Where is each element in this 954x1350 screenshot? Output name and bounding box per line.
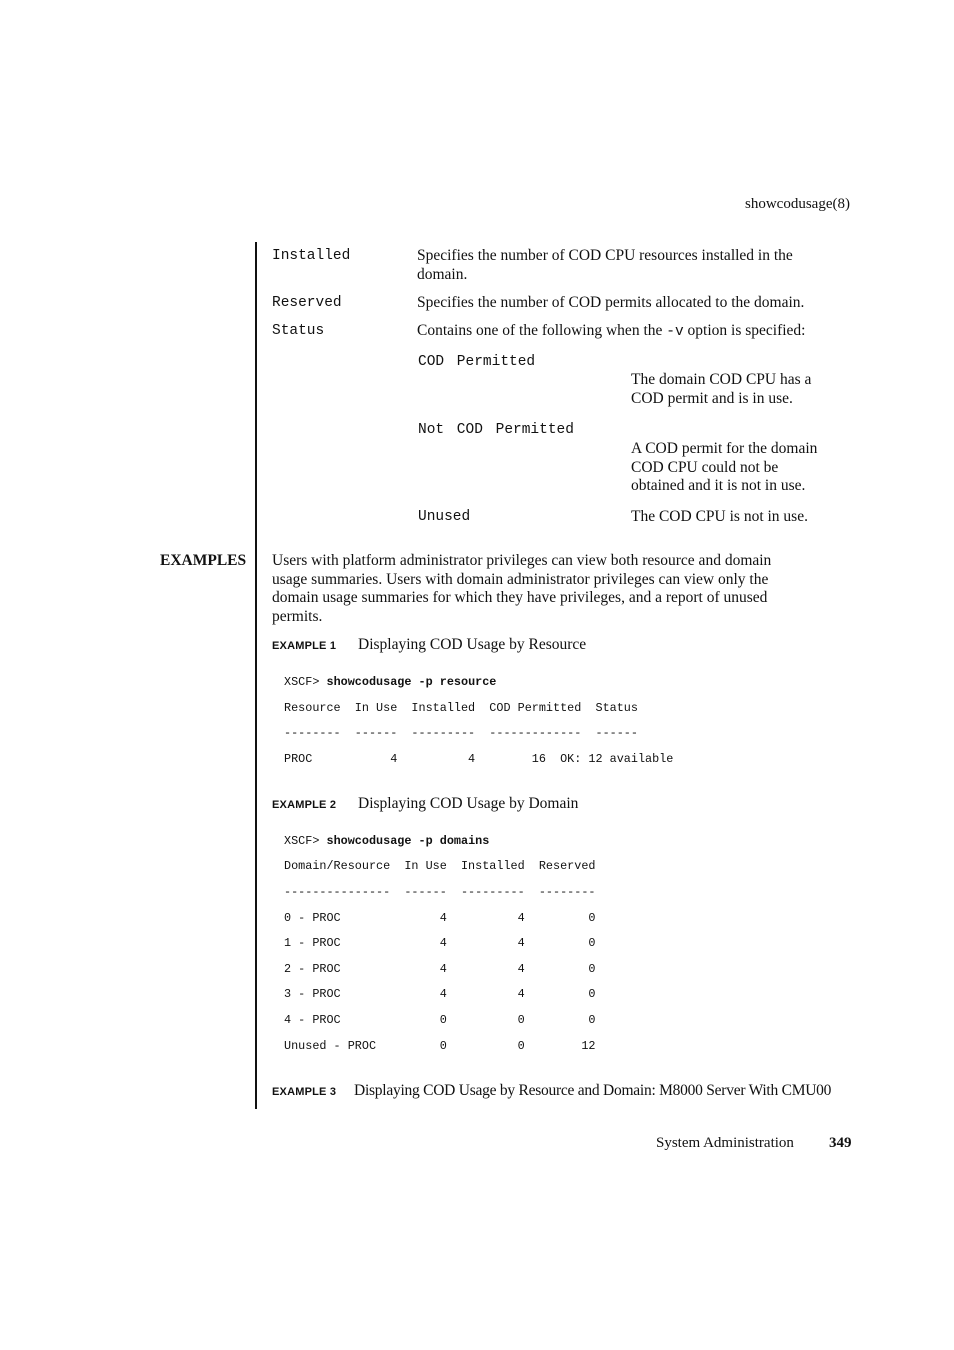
section-heading-examples: EXAMPLES [160, 552, 247, 569]
status-term-not-cod-permitted: Not COD Permitted [418, 422, 574, 438]
intro-line: permits. [272, 607, 323, 625]
footer-book-title: System Administration [656, 1135, 794, 1151]
command: showcodusage -p domains [326, 834, 490, 848]
status-desc-line: COD permit and is in use. [631, 389, 793, 407]
example3-title: Displaying COD Usage by Resource and Domain: M8000 Server With CMU00 [354, 1082, 832, 1099]
example2-command-line [284, 834, 489, 848]
desc-status [417, 322, 805, 342]
desc-installed [417, 247, 793, 284]
status-term-cod-permitted: COD Permitted [418, 354, 536, 370]
example2-label: EXAMPLE 2 [272, 799, 337, 811]
prompt: XSCF> [284, 675, 327, 689]
example2-output-line: 4 - PROC 0 0 0 [284, 1013, 596, 1027]
option-code: -v [666, 324, 684, 340]
status-desc-line: COD CPU could not be [631, 458, 779, 476]
term-installed: Installed [272, 248, 351, 264]
desc-status-prefix: Contains one of the following when the [417, 322, 667, 339]
example2-output-line: 0 - PROC 4 4 0 [284, 911, 596, 925]
examples-intro [272, 552, 862, 626]
section-rule [255, 242, 257, 1109]
desc-installed-line: Specifies the number of COD CPU resources installed in the [417, 247, 793, 264]
status-desc-not-cod-permitted [631, 440, 817, 496]
example1-output-line: Resource In Use Installed COD Permitted Status [284, 701, 638, 715]
intro-line: Users with platform administrator privileges can view both resource and domain [272, 552, 772, 569]
status-desc-line: A COD permit for the domain [631, 440, 818, 457]
example3-label: EXAMPLE 3 [272, 1086, 337, 1098]
example2-title: Displaying COD Usage by Domain [358, 795, 579, 812]
command: showcodusage -p resource [326, 675, 497, 689]
example2-output-line: Domain/Resource In Use Installed Reserved [284, 859, 596, 873]
status-desc-unused: The COD CPU is not in use. [631, 508, 808, 525]
desc-status-suffix: option is specified: [683, 322, 806, 339]
page-number: 349 [829, 1135, 852, 1151]
prompt: XSCF> [284, 834, 327, 848]
term-reserved: Reserved [272, 295, 342, 311]
example2-output-line: --------------- ------ --------- -------- [284, 885, 596, 899]
example2-output-line: 3 - PROC 4 4 0 [284, 987, 596, 1001]
status-desc-cod-permitted [631, 371, 811, 408]
desc-installed-line: domain. [417, 265, 468, 283]
example1-label: EXAMPLE 1 [272, 640, 337, 652]
example1-output-line: -------- ------ --------- ------------- ------ [284, 726, 638, 740]
example2-output-line: 2 - PROC 4 4 0 [284, 962, 596, 976]
example2-output-line: Unused - PROC 0 0 12 [284, 1039, 596, 1053]
intro-line: usage summaries. Users with domain administrator privileges can view only the [272, 570, 769, 588]
example1-title: Displaying COD Usage by Resource [358, 636, 587, 653]
intro-line: domain usage summaries for which they have privileges, and a report of unused [272, 589, 768, 606]
status-term-unused: Unused [418, 509, 471, 525]
running-header: showcodusage(8) [745, 196, 850, 212]
example1-output-line: PROC 4 4 16 OK: 12 available [284, 752, 674, 766]
status-desc-line: The domain COD CPU has a [631, 371, 812, 388]
status-desc-line: obtained and it is not in use. [631, 477, 806, 494]
term-status: Status [272, 323, 325, 339]
example1-command-line [284, 675, 496, 689]
example2-output-line: 1 - PROC 4 4 0 [284, 936, 596, 950]
desc-reserved: Specifies the number of COD permits allocated to the domain. [417, 294, 805, 311]
